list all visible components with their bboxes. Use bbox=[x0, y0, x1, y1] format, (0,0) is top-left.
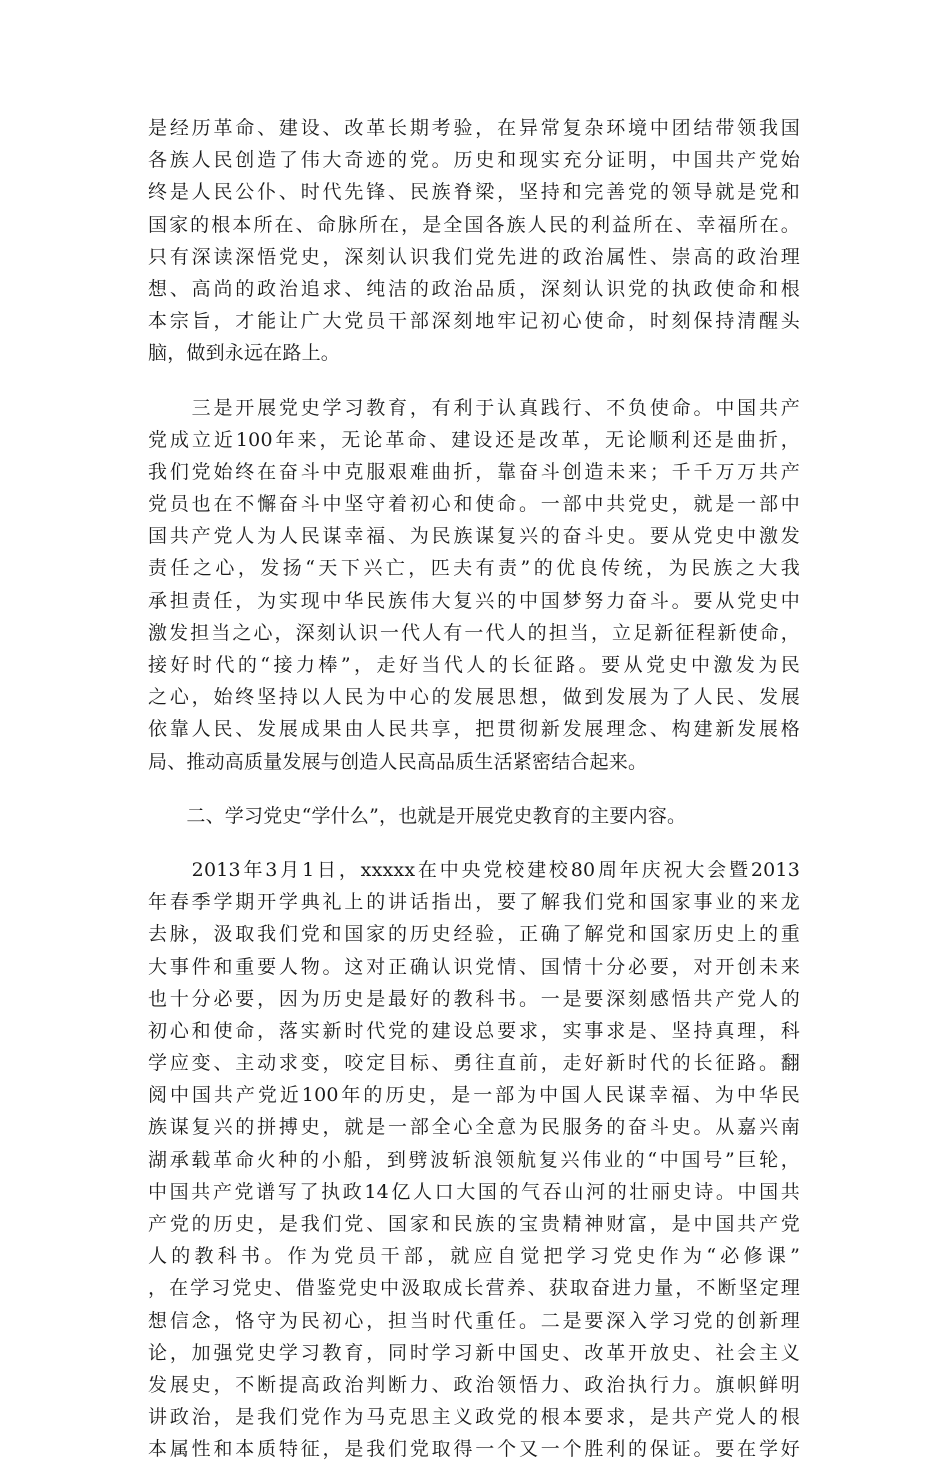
text-line: 党员也在不懈奋斗中坚守着初心和使命。一部中共党史，就是一部中 bbox=[148, 493, 800, 516]
text-line: ，在学习党史、借鉴党史中汲取成长营养、获取奋进力量，不断坚定理 bbox=[148, 1277, 800, 1300]
paragraph-gap bbox=[148, 778, 800, 800]
text-line: 湖承载革命火种的小船，到劈波斩浪领航复兴伟业的“中国号”巨轮， bbox=[148, 1148, 800, 1171]
text-line: 党成立近100年来，无论革命、建设还是改革，无论顺利还是曲折， bbox=[148, 428, 800, 451]
text-line: 想、高尚的政治追求、纯洁的政治品质，深刻认识党的执政使命和根 bbox=[148, 277, 800, 300]
text-line: 年春季学期开学典礼上的讲话指出，要了解我们党和国家事业的来龙 bbox=[148, 891, 800, 914]
paragraph-3 bbox=[148, 854, 800, 1466]
paragraph-gap bbox=[148, 832, 800, 854]
text-line: 人的教科书。作为党员干部，就应自觉把学习党史作为“必修课” bbox=[148, 1245, 800, 1268]
paragraph-1 bbox=[148, 112, 800, 370]
text-line: 只有深读深悟党史，深刻认识我们党先进的政治属性、崇高的政治理 bbox=[148, 245, 800, 268]
text-line: 承担责任，为实现中华民族伟大复兴的中国梦努力奋斗。要从党史中 bbox=[148, 589, 800, 612]
text-line: 大事件和重要人物。这对正确认识党情、国情十分必要，对开创未来 bbox=[148, 955, 800, 978]
text-line: 之心，始终坚持以人民为中心的发展思想，做到发展为了人民、发展 bbox=[148, 686, 800, 709]
text-line: 想信念，恪守为民初心，担当时代重任。二是要深入学习党的创新理 bbox=[148, 1309, 800, 1332]
text-line: 本宗旨，才能让广大党员干部深刻地牢记初心使命，时刻保持清醒头 bbox=[148, 310, 800, 333]
paragraph-2 bbox=[148, 392, 800, 778]
text-line: 学应变、主动求变，咬定目标、勇往直前，走好新时代的长征路。翻 bbox=[148, 1052, 800, 1075]
text-line: 接好时代的“接力棒”，走好当代人的长征路。要从党史中激发为民 bbox=[148, 654, 800, 676]
text-line: 二、学习党史“学什么”，也就是开展党史教育的主要内容。 bbox=[148, 804, 687, 827]
text-line: 国共产党人为人民谋幸福、为民族谋复兴的奋斗史。要从党史中激发 bbox=[148, 525, 800, 548]
text-line: 去脉，汲取我们党和国家的历史经验，正确了解党和国家历史上的重 bbox=[148, 923, 800, 946]
text-line: 也十分必要，因为历史是最好的教科书。一是要深刻感悟共产党人的 bbox=[148, 987, 800, 1010]
text-line: 国家的根本所在、命脉所在，是全国各族人民的利益所在、幸福所在。 bbox=[148, 213, 800, 236]
paragraph-gap bbox=[148, 370, 800, 392]
text-line: 责任之心，发扬“天下兴亡，匹夫有责”的优良传统，为民族之大我 bbox=[148, 557, 800, 580]
text-line: 2013年3月1日，xxxxx在中央党校建校80周年庆祝大会暨2013 bbox=[148, 858, 800, 881]
text-line: 依靠人民、发展成果由人民共享，把贯彻新发展理念、构建新发展格 bbox=[148, 718, 800, 741]
text-line: 我们党始终在奋斗中克服艰难曲折，靠奋斗创造未来；千千万万共产 bbox=[148, 460, 800, 483]
text-line: 发展史，不断提高政治判断力、政治领悟力、政治执行力。旗帜鲜明 bbox=[148, 1373, 800, 1396]
text-line: 局、推动高质量发展与创造人民高品质生活紧密结合起来。 bbox=[148, 750, 648, 773]
text-line: 论，加强党史学习教育，同时学习新中国史、改革开放史、社会主义 bbox=[148, 1341, 800, 1364]
document-body bbox=[148, 112, 800, 1466]
text-line: 阅中国共产党近100年的历史，是一部为中国人民谋幸福、为中华民 bbox=[148, 1084, 800, 1107]
text-line: 产党的历史，是我们党、国家和民族的宝贵精神财富，是中国共产党 bbox=[148, 1213, 800, 1235]
text-line: 中国共产党谱写了执政14亿人口大国的气吞山河的壮丽史诗。中国共 bbox=[148, 1180, 800, 1203]
section-heading bbox=[148, 800, 800, 832]
text-line: 族谋复兴的拼搏史，就是一部全心全意为民服务的奋斗史。从嘉兴南 bbox=[148, 1116, 800, 1139]
text-line: 是经历革命、建设、改革长期考验，在异常复杂环境中团结带领我国 bbox=[148, 117, 800, 139]
text-line: 三是开展党史学习教育，有利于认真践行、不负使命。中国共产 bbox=[148, 396, 800, 419]
text-line: 脑，做到永远在路上。 bbox=[148, 342, 341, 365]
text-line: 本属性和本质特征，是我们党取得一个又一个胜利的保证。要在学好 bbox=[148, 1438, 800, 1461]
text-line: 终是人民公仆、时代先锋、民族脊梁，坚持和完善党的领导就是党和 bbox=[148, 181, 800, 204]
text-line: 各族人民创造了伟大奇迹的党。历史和现实充分证明，中国共产党始 bbox=[148, 149, 800, 172]
text-line: 激发担当之心，深刻认识一代人有一代人的担当，立足新征程新使命， bbox=[148, 621, 800, 644]
text-line: 初心和使命，落实新时代党的建设总要求，实事求是、坚持真理，科 bbox=[148, 1019, 800, 1042]
text-line: 讲政治，是我们党作为马克思主义政党的根本要求，是共产党人的根 bbox=[148, 1406, 800, 1429]
